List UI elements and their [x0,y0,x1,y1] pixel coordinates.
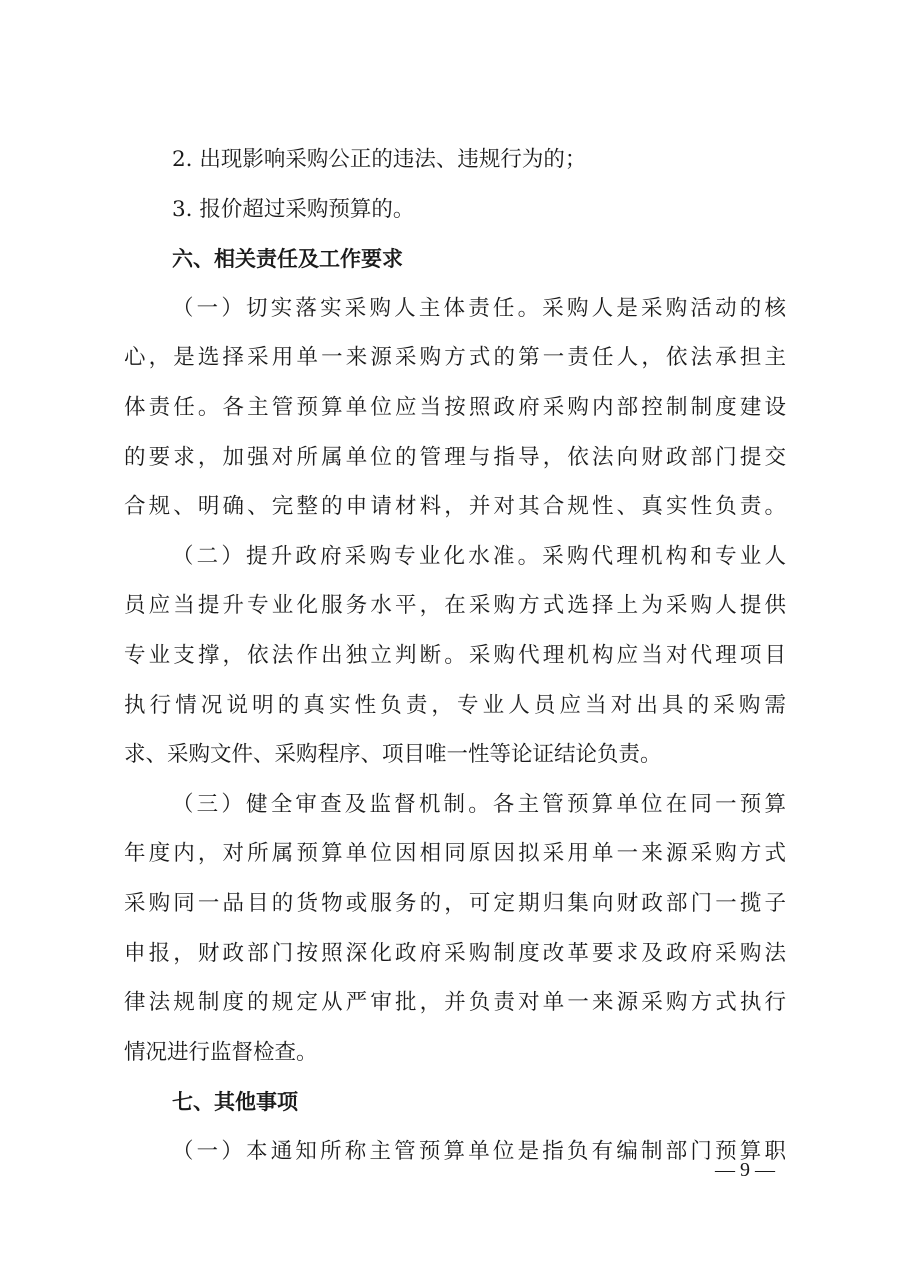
paragraph-line: 求、采购文件、采购程序、项目唯一性等论证结论负责。 [124,742,662,767]
paragraph-line: （三）健全审查及监督机制。各主管预算单位在同一预算 [172,792,786,817]
paragraph-line: 合规、明确、完整的申请材料，并对其合规性、真实性负责。 [124,494,786,519]
paragraph-line: 心，是选择采用单一来源采购方式的第一责任人，依法承担主 [124,345,786,370]
paragraph-line: 情况进行监督检查。 [124,1040,318,1065]
paragraph-line: 律法规制度的规定从严审批，并负责对单一来源采购方式执行 [124,990,786,1015]
paragraph-line: （一）切实落实采购人主体责任。采购人是采购活动的核 [172,296,786,321]
section-heading-6: 六、相关责任及工作要求 [172,247,403,271]
list-item-2: 2. 出现影响采购公正的违法、违规行为的； [172,147,587,172]
paragraph-line: 申报，财政部门按照深化政府采购制度改革要求及政府采购法 [124,941,786,966]
paragraph-line: 员应当提升专业化服务水平，在采购方式选择上为采购人提供 [124,593,786,618]
paragraph-line: 专业支撑，依法作出独立判断。采购代理机构应当对代理项目 [124,643,786,668]
paragraph-line: 采购同一品目的货物或服务的，可定期归集向财政部门一揽子 [124,891,786,916]
list-item-3: 3. 报价超过采购预算的。 [172,197,415,222]
paragraph-line: 的要求，加强对所属单位的管理与指导，依法向财政部门提交 [124,445,786,470]
paragraph-line: （一）本通知所称主管预算单位是指负有编制部门预算职 [172,1139,786,1164]
paragraph-line: 执行情况说明的真实性负责，专业人员应当对出具的采购需 [124,693,786,718]
page-number: — 9 — [715,1159,775,1181]
paragraph-line: 体责任。各主管预算单位应当按照政府采购内部控制制度建设 [124,395,786,420]
section-heading-7: 七、其他事项 [172,1090,298,1114]
paragraph-line: （二）提升政府采购专业化水准。采购代理机构和专业人 [172,544,786,569]
paragraph-line: 年度内，对所属预算单位因相同原因拟采用单一来源采购方式 [124,841,786,866]
